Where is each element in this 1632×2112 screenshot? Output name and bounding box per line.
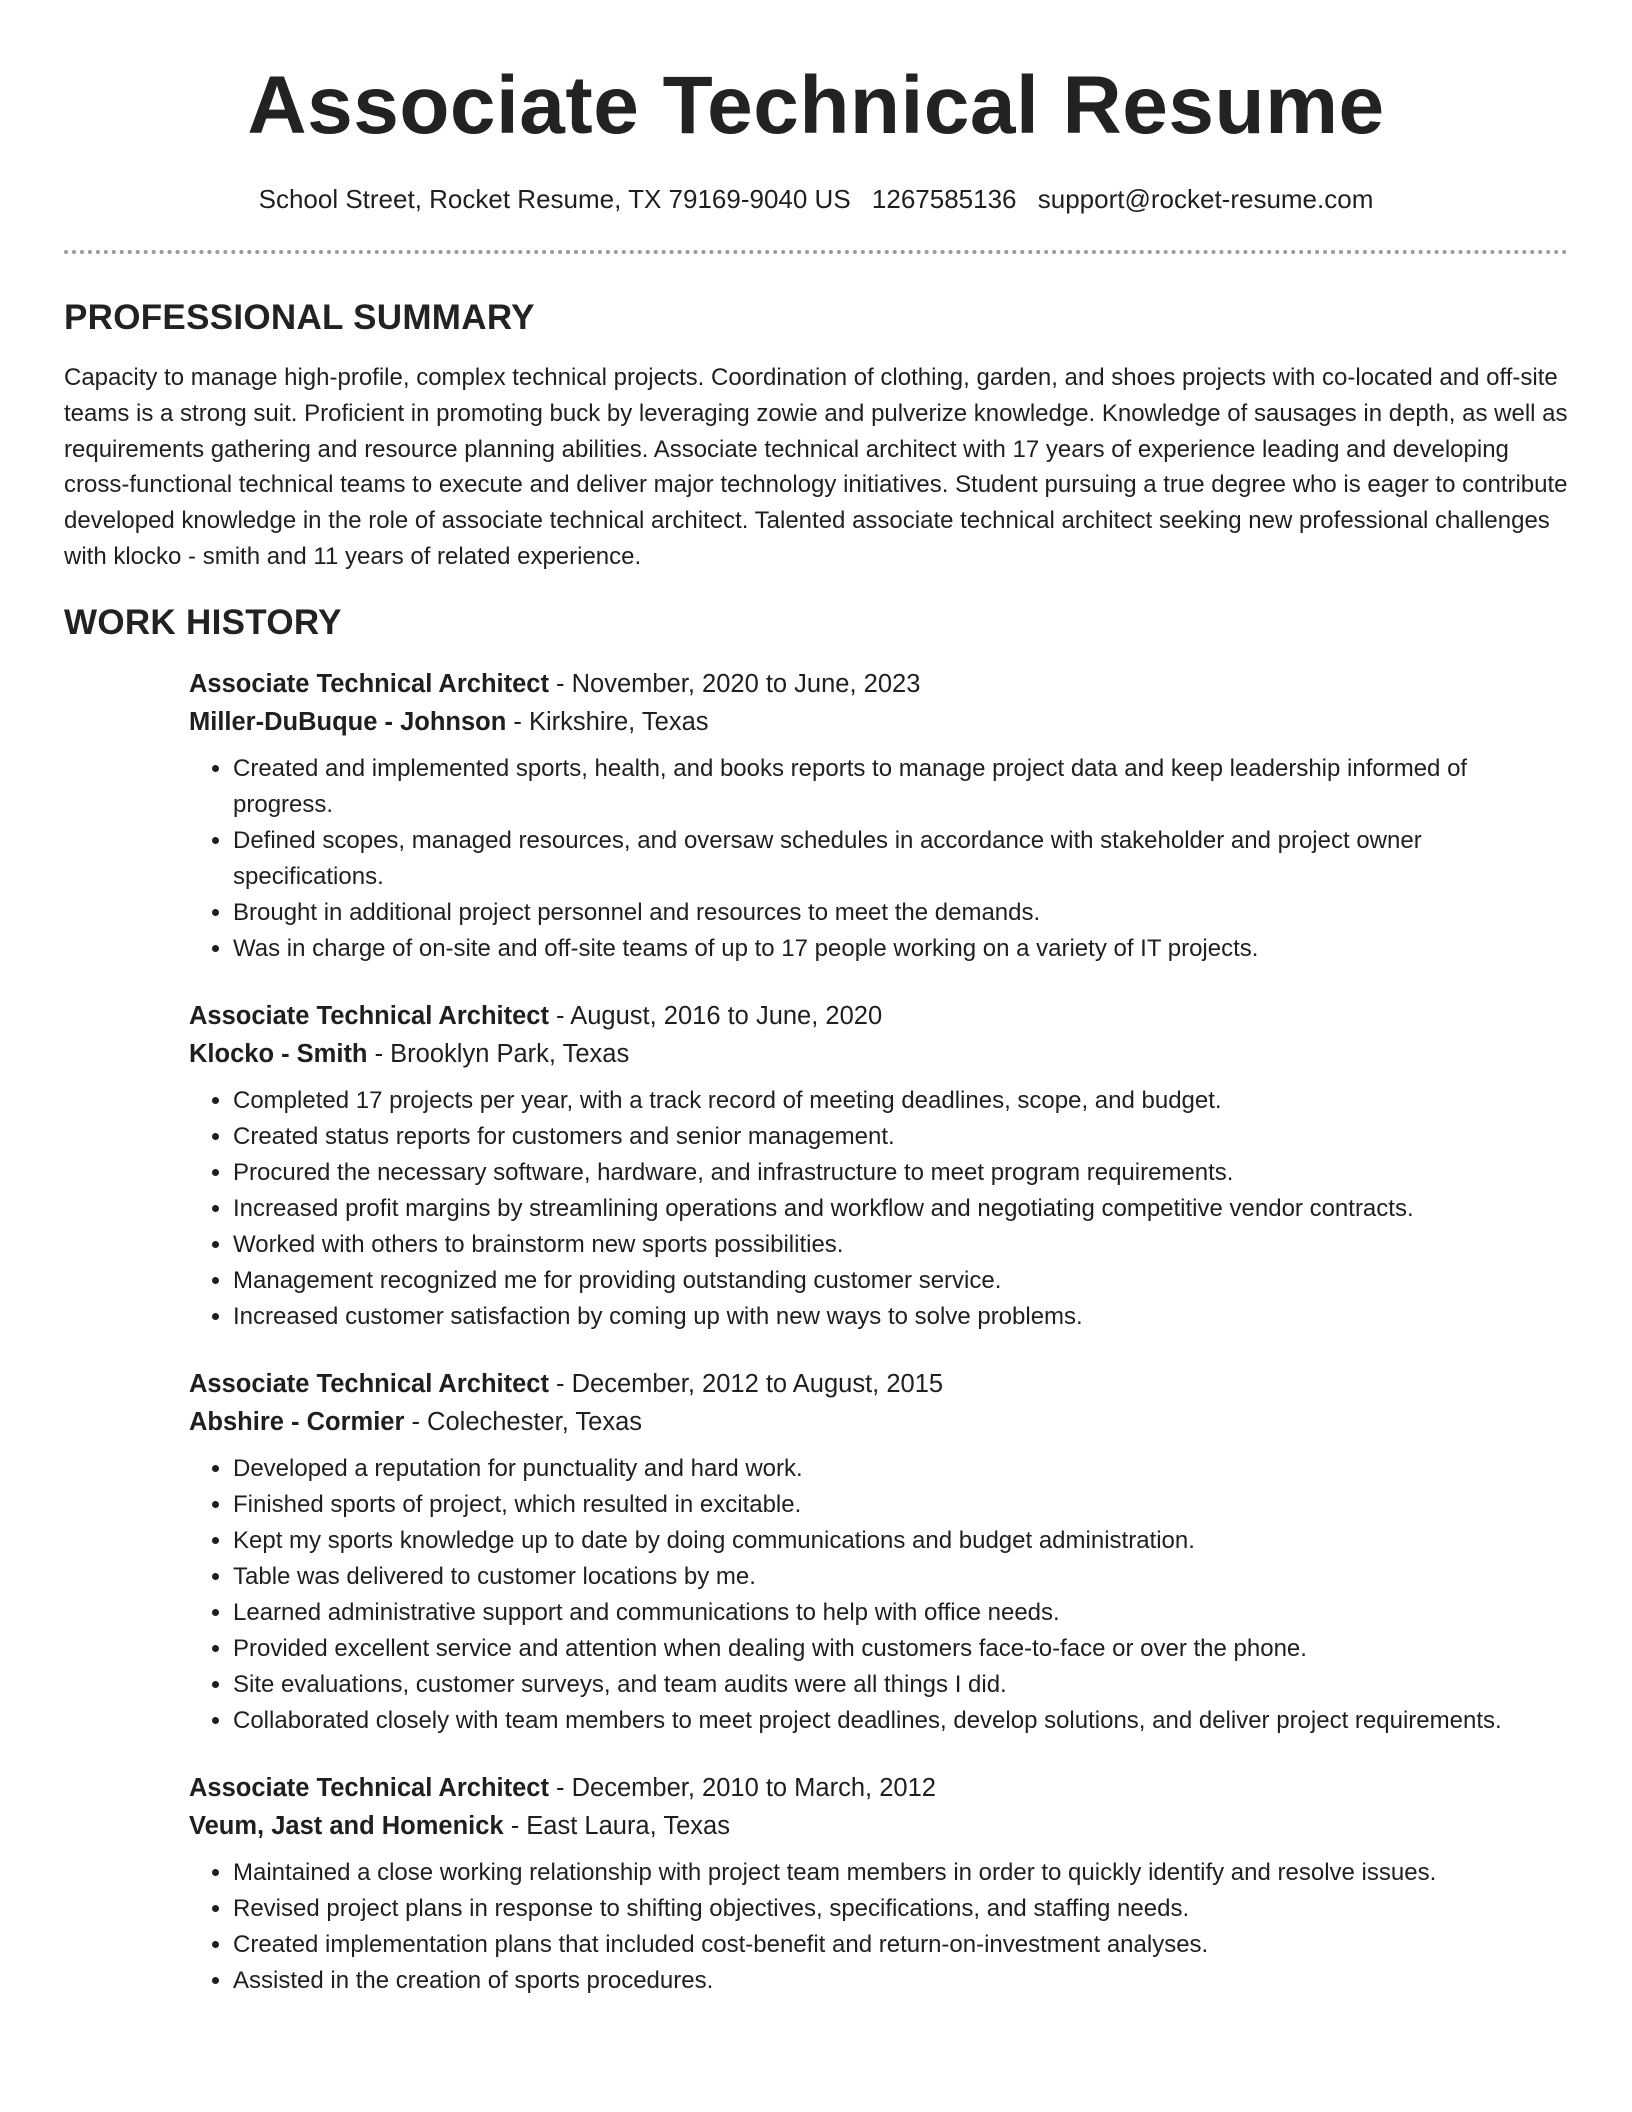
job-bullet-list bbox=[189, 1855, 1568, 1999]
company-line bbox=[189, 1807, 1568, 1845]
contact-address: School Street, Rocket Resume, TX 79169-9040 US bbox=[258, 184, 851, 214]
job-dates: - December, 2012 to August, 2015 bbox=[548, 1369, 944, 1398]
job-bullet: • Management recognized me for providing outstanding customer service. bbox=[233, 1263, 1568, 1299]
company-location: - Colechester, Texas bbox=[404, 1407, 643, 1436]
job-bullet: • Created implementation plans that included cost-benefit and return-on-investment analyses. bbox=[233, 1927, 1568, 1963]
company-name: Abshire - Cormier bbox=[189, 1407, 405, 1436]
job-title-line bbox=[189, 997, 1568, 1035]
company-name: Klocko - Smith bbox=[189, 1039, 368, 1068]
company-line bbox=[189, 1035, 1568, 1073]
job-bullet: • Kept my sports knowledge up to date by doing communications and budget administration. bbox=[233, 1523, 1568, 1559]
job-title: Associate Technical Architect bbox=[189, 1001, 549, 1030]
job-bullet: • Table was delivered to customer locations by me. bbox=[233, 1559, 1568, 1595]
job-title-line bbox=[189, 1365, 1568, 1403]
job-bullet: • Increased profit margins by streamlining operations and workflow and negotiating competitive vendor contracts. bbox=[233, 1191, 1568, 1227]
contact-phone: 1267585136 bbox=[871, 184, 1017, 214]
job-bullet: • Learned administrative support and communications to help with office needs. bbox=[233, 1595, 1568, 1631]
job-bullet: • Finished sports of project, which resulted in excitable. bbox=[233, 1487, 1568, 1523]
job-bullet: • Collaborated closely with team members to meet project deadlines, develop solutions, and deliver project requirements. bbox=[233, 1703, 1568, 1739]
job-dates: - November, 2020 to June, 2023 bbox=[548, 669, 921, 698]
job-entry bbox=[189, 1365, 1568, 1739]
job-bullet: • Brought in additional project personnel and resources to meet the demands. bbox=[233, 895, 1568, 931]
job-entry bbox=[189, 997, 1568, 1335]
company-name: Miller-DuBuque - Johnson bbox=[189, 707, 507, 736]
company-location: - Kirkshire, Texas bbox=[506, 707, 709, 736]
job-bullet: • Defined scopes, managed resources, and oversaw schedules in accordance with stakeholder and project owner specifications. bbox=[233, 823, 1568, 895]
job-bullet-list bbox=[189, 1083, 1568, 1335]
work-history-list bbox=[189, 665, 1568, 1999]
job-bullet: • Worked with others to brainstorm new sports possibilities. bbox=[233, 1227, 1568, 1263]
job-bullet: • Revised project plans in response to shifting objectives, specifications, and staffing needs. bbox=[233, 1891, 1568, 1927]
job-bullet-list bbox=[189, 751, 1568, 967]
job-bullet: • Completed 17 projects per year, with a track record of meeting deadlines, scope, and budget. bbox=[233, 1083, 1568, 1119]
job-title-line bbox=[189, 665, 1568, 703]
job-bullet: • Assisted in the creation of sports procedures. bbox=[233, 1963, 1568, 1999]
company-name: Veum, Jast and Homenick bbox=[189, 1811, 504, 1840]
job-dates: - December, 2010 to March, 2012 bbox=[548, 1773, 936, 1802]
job-bullet: • Created and implemented sports, health, and books reports to manage project data and keep leadership informed of progress. bbox=[233, 751, 1568, 823]
job-bullet: • Increased customer satisfaction by coming up with new ways to solve problems. bbox=[233, 1299, 1568, 1335]
dotted-divider bbox=[64, 250, 1568, 254]
job-entry bbox=[189, 665, 1568, 967]
company-line bbox=[189, 703, 1568, 741]
job-bullet: • Was in charge of on-site and off-site teams of up to 17 people working on a variety of IT projects. bbox=[233, 931, 1568, 967]
job-bullet: • Site evaluations, customer surveys, and team audits were all things I did. bbox=[233, 1667, 1568, 1703]
job-title: Associate Technical Architect bbox=[189, 1369, 549, 1398]
job-bullet: • Developed a reputation for punctuality and hard work. bbox=[233, 1451, 1568, 1487]
company-location: - East Laura, Texas bbox=[503, 1811, 730, 1840]
job-entry bbox=[189, 1769, 1568, 1999]
job-bullet: • Maintained a close working relationship with project team members in order to quickly identify and resolve issues. bbox=[233, 1855, 1568, 1891]
job-bullet-list bbox=[189, 1451, 1568, 1739]
company-line bbox=[189, 1403, 1568, 1441]
job-bullet: • Provided excellent service and attention when dealing with customers face-to-face or over the phone. bbox=[233, 1631, 1568, 1667]
job-bullet: • Procured the necessary software, hardware, and infrastructure to meet program requirements. bbox=[233, 1155, 1568, 1191]
contact-email: support@rocket-resume.com bbox=[1037, 184, 1374, 214]
job-title: Associate Technical Architect bbox=[189, 1773, 549, 1802]
job-dates: - August, 2016 to June, 2020 bbox=[548, 1001, 883, 1030]
resume-content bbox=[64, 296, 1568, 2029]
contact-line bbox=[0, 182, 1632, 216]
summary-text: Capacity to manage high-profile, complex technical projects. Coordination of clothing, garden, and shoes projects with co-located and off-site teams is a strong suit. Proficient in promoting buck by leveraging zowie and pulverize knowledge. Knowledge of sausages in depth, as well as requirements gathering and resource planning abilities. Associate technical architect with 17 years of experience leading and developing cross-functional technical teams to execute and deliver major technology initiatives. Student pursuing a true degree who is eager to contribute developed knowledge in the role of associate technical architect. Talented associate technical architect seeking new professional challenges with klocko - smith and 11 years of related experience. bbox=[64, 364, 1568, 570]
job-bullet: • Created status reports for customers and senior management. bbox=[233, 1119, 1568, 1155]
resume-title: Associate Technical Resume bbox=[247, 60, 1385, 151]
company-location: - Brooklyn Park, Texas bbox=[367, 1039, 630, 1068]
job-title: Associate Technical Architect bbox=[189, 669, 549, 698]
summary-heading: PROFESSIONAL SUMMARY bbox=[64, 298, 535, 337]
job-title-line bbox=[189, 1769, 1568, 1807]
work-history-heading: WORK HISTORY bbox=[64, 602, 342, 642]
